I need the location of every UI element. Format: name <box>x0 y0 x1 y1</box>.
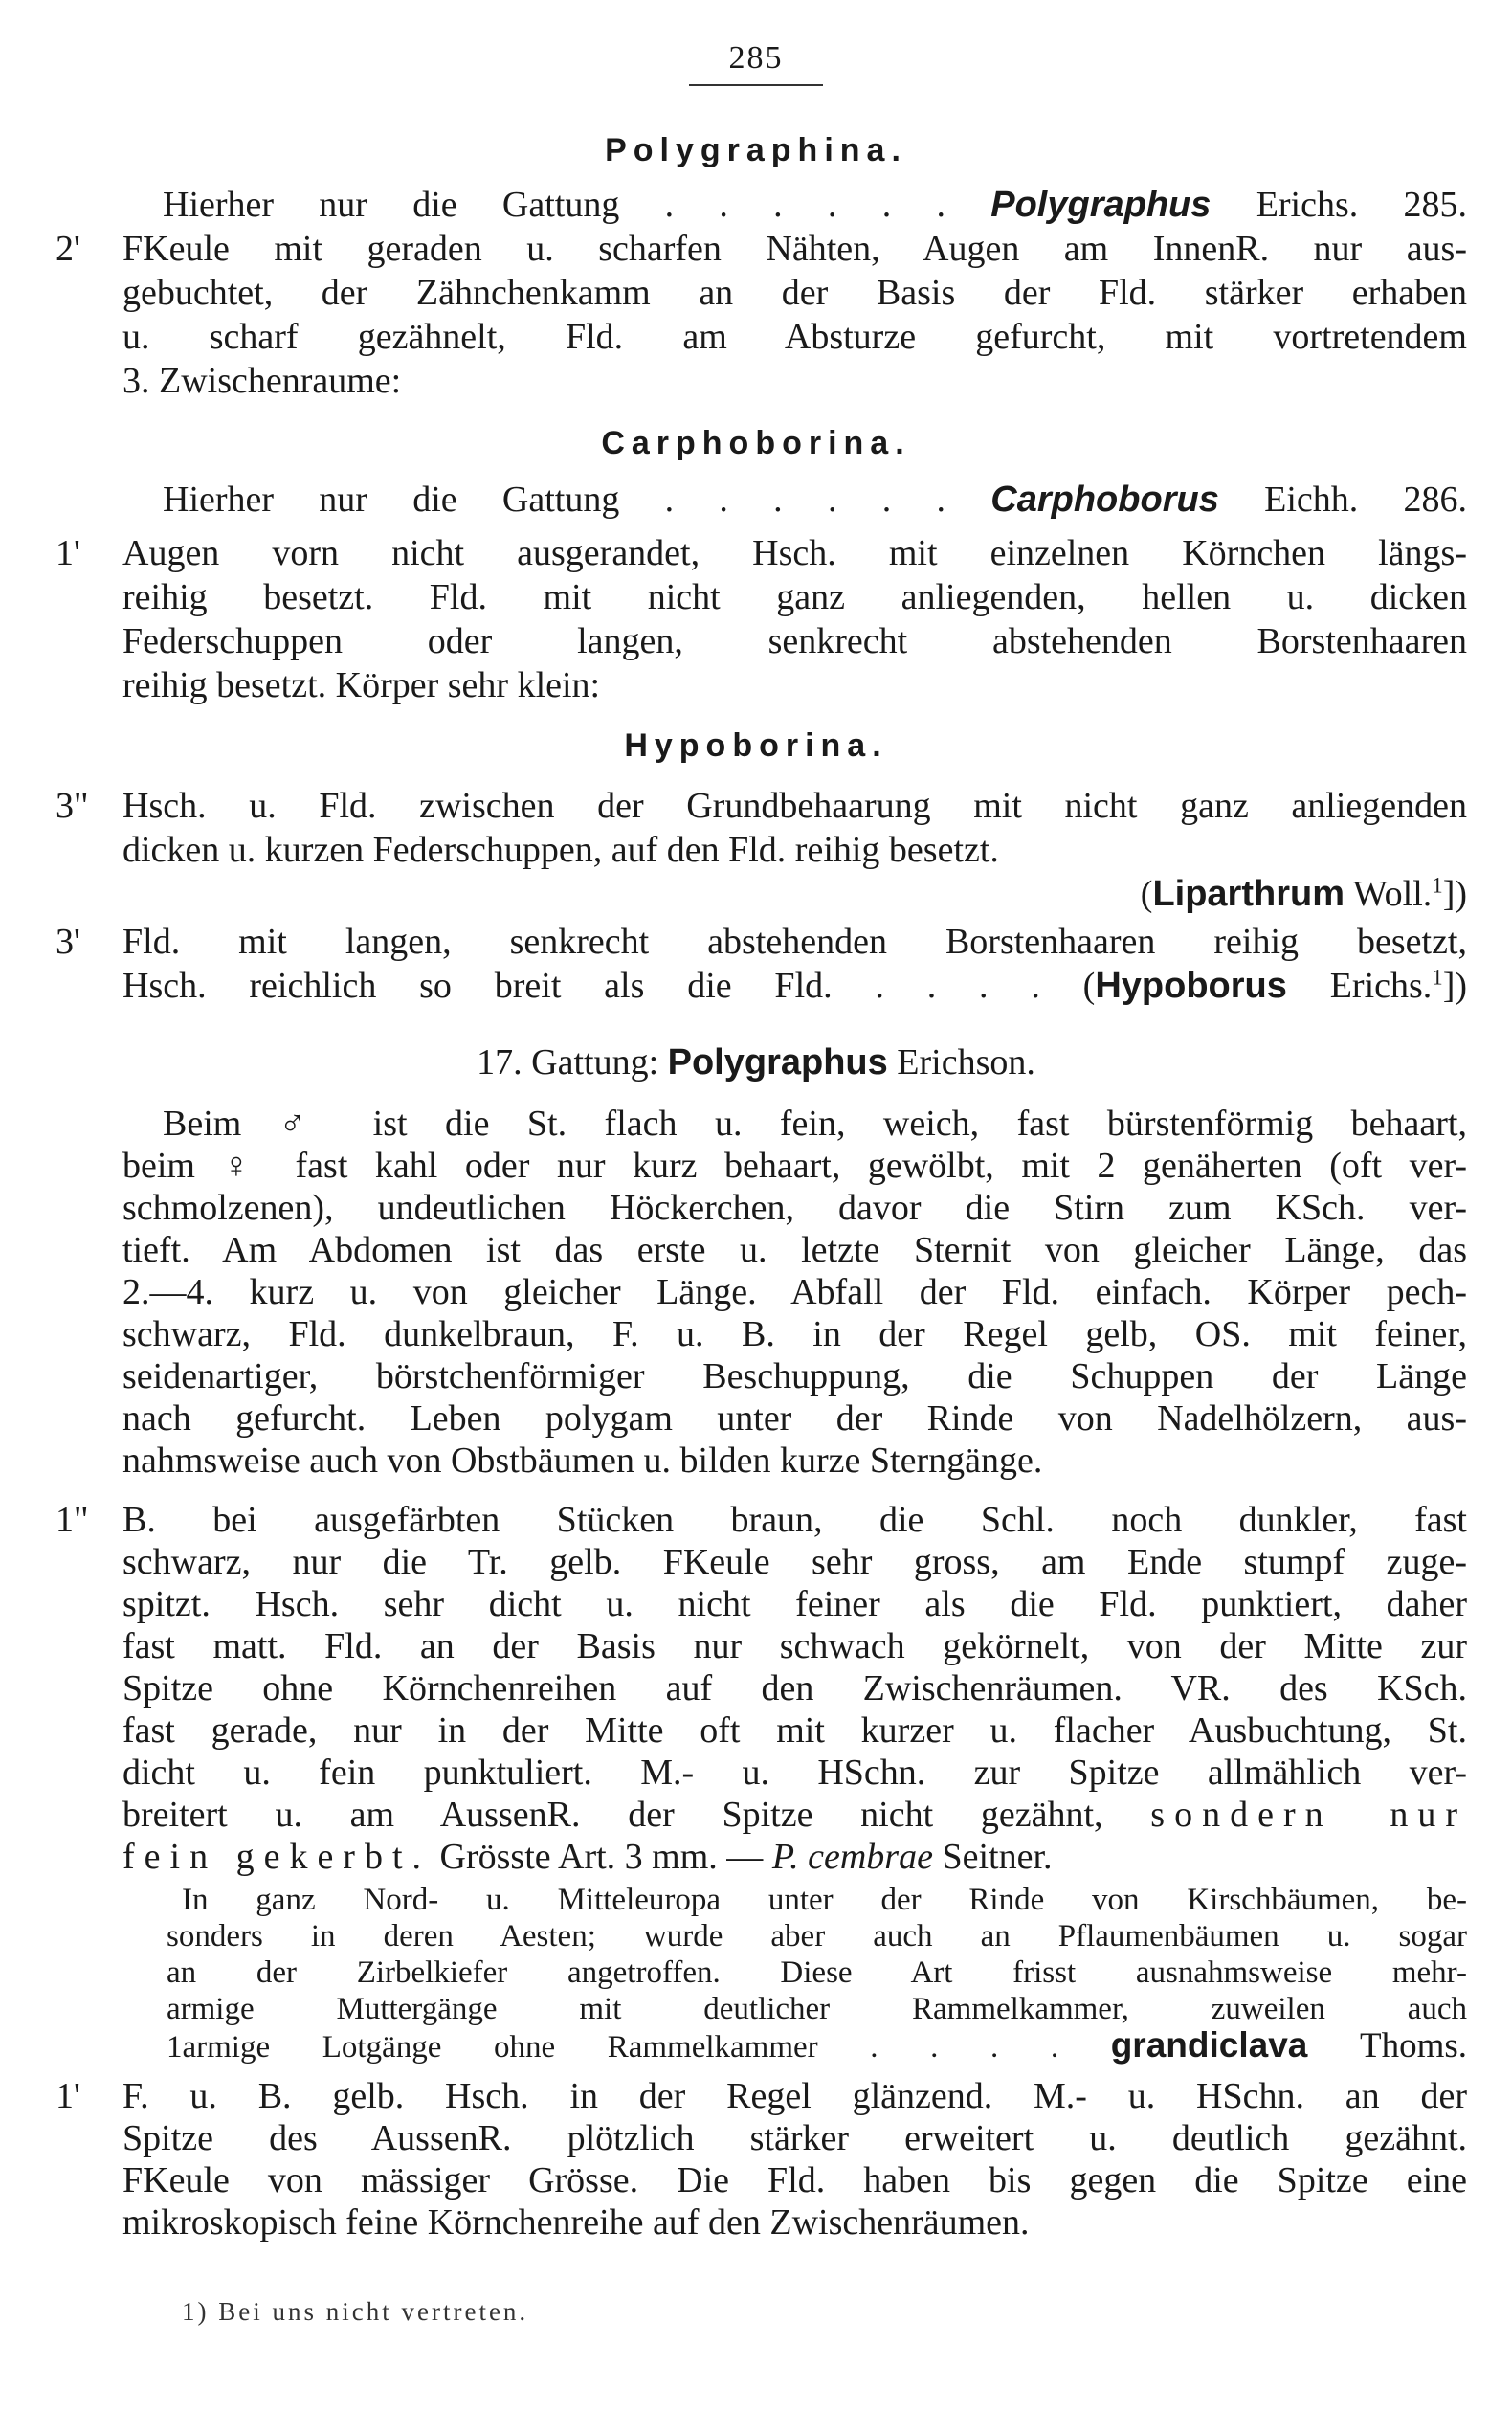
couplet-3a-genus-line <box>122 873 1467 915</box>
paren-close: ]) <box>1442 966 1467 1006</box>
carphoborina-line-pre: Hierher nur die Gattung . . . . . . <box>163 480 945 520</box>
tribe-heading-carphoborina: Carphoborina. <box>601 425 911 461</box>
spaced-emphasis-a: sondern nur <box>1150 1795 1467 1835</box>
description-line-8: nach gefurcht. Leben polygam unter der Rinde von Nadelhölzern, aus- <box>122 1398 1467 1439</box>
genus-title-name: Polygraphus <box>667 1042 888 1083</box>
couplet-1b-b-line-2: Spitze des AussenR. plötzlich stärker erweitert u. deutlich gezähnt. <box>122 2118 1467 2158</box>
couplet-1a-line-8 <box>122 1794 1467 1836</box>
footnote-mark: 1) <box>182 2297 210 2326</box>
couplet-1a-tail: Grösste Art. 3 mm. — <box>439 1837 764 1877</box>
couplet-1a-line-3: spitzt. Hsch. sehr dicht u. nicht feiner als die Fld. punktiert, daher <box>122 1584 1467 1624</box>
couplet-3b-last-pre: Hsch. reichlich so breit als die Fld. . . . . ( <box>122 966 1096 1006</box>
couplet-1b-b-line-1: F. u. B. gelb. Hsch. in der Regel glänzend. M.- u. HSchn. an der <box>122 2076 1467 2116</box>
couplet-1b-a-line-1: Augen vorn nicht ausgerandet, Hsch. mit einzelnen Körnchen längs- <box>122 533 1467 573</box>
couplet-number-2b: 2' <box>56 229 80 269</box>
description-line-2: beim ♀ fast kahl oder nur kurz behaart, gewölbt, mit 2 genäherten (oft ver- <box>122 1146 1467 1186</box>
distribution-line-4: armige Muttergänge mit deutlicher Rammelkammer, zuweilen auch <box>167 1992 1467 2026</box>
description-line-1: Beim ♂ ist die St. flach u. fein, weich, fast bürstenförmig behaart, <box>163 1104 1467 1144</box>
couplet-number-1b-b: 1' <box>56 2076 80 2116</box>
couplet-3a-line-2: dicken u. kurzen Federschuppen, auf den Fld. reihig besetzt. <box>122 830 999 870</box>
footnote <box>182 2297 528 2327</box>
genus-carphoborus: Carphoborus <box>990 480 1219 520</box>
couplet-2b-line-4: 3. Zwischenraume: <box>122 361 402 401</box>
distribution-last-pre: 1armige Lotgänge ohne Rammelkammer . . . . <box>167 2030 1059 2065</box>
footnote-ref: 1 <box>1432 965 1443 990</box>
couplet-3b-line-1: Fld. mit langen, senkrecht abstehenden Borstenhaaren reihig besetzt, <box>122 922 1467 962</box>
couplet-2b-line-1: FKeule mit geraden u. scharfen Nähten, Augen am InnenR. nur aus- <box>122 229 1467 269</box>
species-grandiclava: grandiclava <box>1110 2025 1308 2065</box>
carphoborina-author: Eichh. 286. <box>1264 480 1468 520</box>
genus-liparthrum: Liparthrum <box>1152 874 1345 914</box>
footnote-ref: 1 <box>1432 873 1443 898</box>
distribution-line-1: In ganz Nord- u. Mitteleuropa unter der Rinde von Kirschbäumen, be- <box>182 1883 1467 1917</box>
couplet-1b-a-line-4: reihig besetzt. Körper sehr klein: <box>122 665 601 705</box>
hypoborus-author: Erichs. <box>1329 966 1433 1006</box>
description-line-7: seidenartiger, börstchenförmiger Beschuppung, die Schuppen der Länge <box>122 1356 1467 1396</box>
genus-hypoborus: Hypoborus <box>1095 966 1287 1006</box>
genus-section-title <box>0 1041 1512 1083</box>
couplet-number-3a: 3" <box>56 786 89 826</box>
couplet-1b-b-line-3: FKeule von mässiger Grösse. Die Fld. haben bis gegen die Spitze eine <box>122 2160 1467 2200</box>
polygraphina-author: Erichs. 285. <box>1256 185 1468 225</box>
description-line-4: tieft. Am Abdomen ist das erste u. letzte Sternit von gleicher Länge, das <box>122 1230 1467 1270</box>
species-author: Thoms. <box>1359 2026 1467 2066</box>
genus-title-pre: 17. Gattung: <box>477 1042 659 1083</box>
couplet-number-1b-a: 1' <box>56 533 80 573</box>
distribution-line-3: an der Zirbelkiefer angetroffen. Diese Art frisst ausnahmsweise mehr- <box>167 1955 1467 1990</box>
polygraphina-genus-line <box>163 184 1467 226</box>
couplet-2b-line-3: u. scharf gezähnelt, Fld. am Absturze gefurcht, mit vortretendem <box>122 317 1467 357</box>
paren-close: ]) <box>1442 874 1467 914</box>
synonym-p-cembrae: P. cembrae <box>771 1837 933 1877</box>
distribution-line-5 <box>167 2027 1467 2066</box>
couplet-3a-line-1: Hsch. u. Fld. zwischen der Grundbehaarung mit nicht ganz anliegenden <box>122 786 1467 826</box>
genus-title-author: Erichson. <box>897 1042 1035 1083</box>
distribution-line-2: sonders in deren Aesten; wurde aber auch an Pflaumenbäumen u. sogar <box>167 1919 1467 1954</box>
couplet-2b-line-2: gebuchtet, der Zähnchenkamm an der Basis der Fld. stärker erhaben <box>122 273 1467 313</box>
footnote-text: Bei uns nicht vertreten. <box>218 2297 529 2326</box>
description-line-6: schwarz, Fld. dunkelbraun, F. u. B. in der Regel gelb, OS. mit feiner, <box>122 1314 1467 1354</box>
couplet-1a-line-6: fast gerade, nur in der Mitte oft mit kurzer u. flacher Ausbuchtung, St. <box>122 1710 1467 1751</box>
couplet-1a-line-1: B. bei ausgefärbten Stücken braun, die Schl. noch dunkler, fast <box>122 1500 1467 1540</box>
liparthrum-author: Woll. <box>1352 874 1433 914</box>
page-number: 285 <box>728 40 784 76</box>
couplet-1b-a-line-2: reihig besetzt. Fld. mit nicht ganz anliegenden, hellen u. dicken <box>122 577 1467 617</box>
couplet-1a-line-2: schwarz, nur die Tr. gelb. FKeule sehr gross, am Ende stumpf zuge- <box>122 1542 1467 1582</box>
couplet-1a-line-8-text: breitert u. am AussenR. der Spitze nicht gezähnt, <box>122 1795 1103 1835</box>
polygraphina-line-pre: Hierher nur die Gattung . . . . . . <box>163 185 945 225</box>
description-line-9: nahmsweise auch von Obstbäumen u. bilden kurze Sterngänge. <box>122 1440 1043 1481</box>
tribe-heading-hypoborina: Hypoborina. <box>624 727 888 764</box>
genus-polygraphus: Polygraphus <box>990 185 1212 225</box>
couplet-1b-a-line-3: Federschuppen oder langen, senkrecht abstehenden Borstenhaaren <box>122 621 1467 661</box>
couplet-1a-line-7: dicht u. fein punktuliert. M.- u. HSchn. zur Spitze allmählich ver- <box>122 1753 1467 1793</box>
tribe-heading-polygraphina: Polygraphina. <box>605 132 907 168</box>
paren-open: ( <box>1140 874 1153 914</box>
carphoborina-genus-line <box>163 479 1467 521</box>
synonym-author: Seitner. <box>942 1837 1053 1877</box>
couplet-number-1a: 1" <box>56 1500 89 1540</box>
spaced-emphasis-b: fein gekerbt. <box>122 1837 432 1877</box>
couplet-number-3b: 3' <box>56 922 80 962</box>
couplet-3b-line-2 <box>122 965 1467 1007</box>
page-number-rule <box>689 84 823 86</box>
couplet-1a-line-5: Spitze ohne Körnchenreihen auf den Zwischenräumen. VR. des KSch. <box>122 1668 1467 1708</box>
couplet-1a-line-9 <box>122 1836 1467 1878</box>
couplet-1b-b-line-4: mikroskopisch feine Körnchenreihe auf den Zwischenräumen. <box>122 2202 1030 2243</box>
description-line-5: 2.—4. kurz u. von gleicher Länge. Abfall der Fld. einfach. Körper pech- <box>122 1272 1467 1312</box>
description-line-3: schmolzenen), undeutlichen Höckerchen, davor die Stirn zum KSch. ver- <box>122 1188 1467 1228</box>
couplet-1a-line-4: fast matt. Fld. an der Basis nur schwach gekörnelt, von der Mitte zur <box>122 1626 1467 1666</box>
